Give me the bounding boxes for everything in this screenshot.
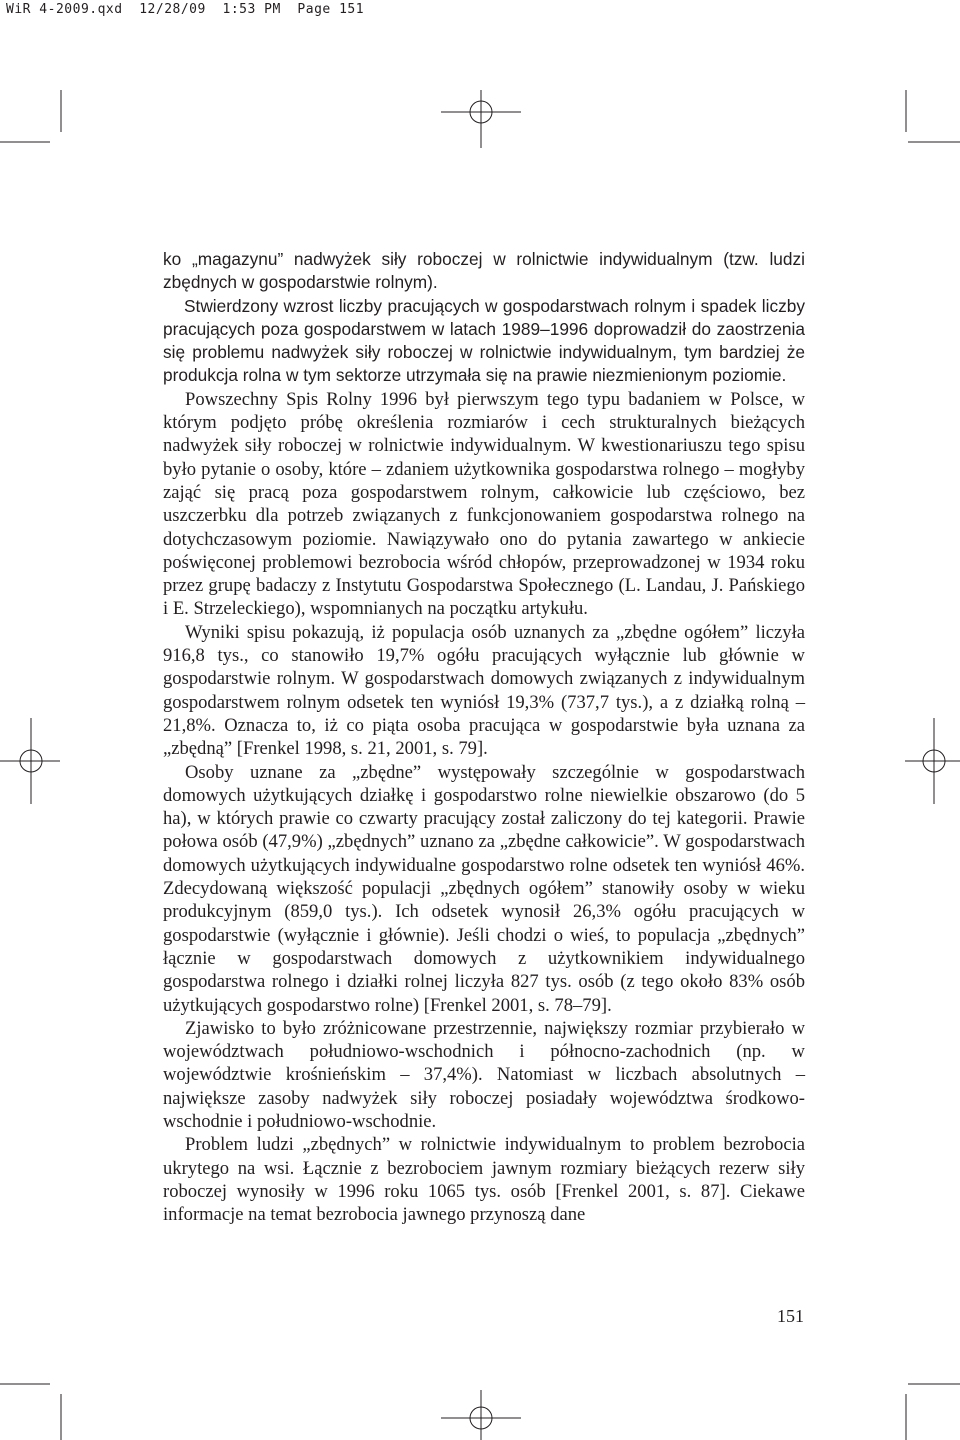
crop-mark-icon — [906, 90, 960, 142]
crop-mark-icon — [906, 1384, 960, 1440]
registration-target-icon — [0, 718, 60, 804]
paragraph: ko „magazynu” nadwyżek siły roboczej w rolnictwie indywidualnym (tzw. ludzi zbędnych w gospodarstwie rolnym). — [163, 249, 805, 293]
registration-target-icon — [441, 1390, 521, 1440]
page-number: 151 — [777, 1306, 804, 1326]
paragraph: Zjawisko to było zróżnicowane przestrzennie, największy rozmiar przybierało w województwach południowo-wschodnich i północno-zachodnich (np. w województwie krośnieńskim – 37,4%). Natomiast w liczbach absolutnych – największe zasoby nadwyżek siły roboczej posiadały województwa środkowo-wschodnie i południowo-wschodnie. — [163, 1017, 805, 1132]
paragraph: Powszechny Spis Rolny 1996 był pierwszym tego typu badaniem w Polsce, w którym podjęto próbę określenia rozmiarów i cech strukturalnych bieżących nadwyżek siły roboczej w rolnictwie indywidualnym. W kwestionariuszu tego spisu było pytanie o osoby, które – zdaniem użytkownika gospodarstwa rolnego – mogłyby zająć się pracą poza gospodarstwem rolnym, całkowicie lub częściowo, bez uszczerbku dla potrzeb związanych z funkcjonowaniem gospodarstwa rolnego na dotychczasowym poziomie. Nawiązywało ono do pytania zawartego w ankiecie poświęconej problemowi bezrobocia wśród chłopów, przeprowadzonej w 1934 roku przez grupę badaczy z Instytutu Gospodarstwa Społecznego (L. Landau, J. Pańskiego i E. Strzeleckiego), wspomnianych na początku artykułu. — [163, 388, 805, 620]
registration-target-icon — [441, 90, 521, 148]
paragraph: Problem ludzi „zbędnych” w rolnictwie indywidualnym to problem bezrobocia ukrytego na wsi. Łącznie z bezrobociem jawnym rozmiary bieżących rezerw siły roboczej wynosiły w 1996 roku 1065 tys. osób [Frenkel 2001, s. 87]. Ciekawe informacje na temat bezrobocia jawnego przynoszą dane — [163, 1134, 805, 1226]
article-body — [163, 248, 805, 1226]
registration-target-icon — [905, 718, 960, 804]
paragraph: Wyniki spisu pokazują, iż populacja osób uznanych za „zbędne ogółem” liczyła 916,8 tys., co stanowiło 19,7% ogółu pracujących wyłącznie lub głównie w gospodarstwie rolnym. W gospodarstwach domowych związanych z indywidualnym gospodarstwem rolnym odsetek ten wyniósł 19,3% (737,7 tys.), a z działką rolną – 21,8%. Oznacza to, iż co piąta osoba pracująca w gospodarstwie była uznana za „zbędną” [Frenkel 1998, s. 21, 2001, s. 79]. — [163, 621, 805, 760]
crop-mark-icon — [0, 90, 61, 142]
crop-mark-icon — [0, 1384, 61, 1440]
paragraph: Osoby uznane za „zbędne” występowały szczególnie w gospodarstwach domowych użytkujących działkę i gospodarstwo rolne niewielkie obszarowo (do 5 ha), w których prawie co czwarty pracujący został zaliczony do tej kategorii. Prawie połowa osób (47,9%) „zbędnych” uznano za „zbędne całkowicie”. W gospodarstwach domowych użytkujących indywidualne gospodarstwo rolne odsetek ten wyniósł 46%. Zdecydowaną większość populacji „zbędnych ogółem” stanowiły osoby w wieku produkcyjnym (859,0 tys.). Ich odsetek wynosił 26,3% ogółu pracujących w gospodarstwie (wyłącznie i głównie). Jeśli chodzi o wieś, to populacja „zbędnych” łącznie w gospodarstwach domowych z użytkownikiem indywidualnego gospodarstwa rolnego i działki rolnej liczyła 827 tys. osób (z tego około 83% osób użytkujących gospodarstwo rolne) [Frenkel 2001, s. 78–79]. — [163, 761, 805, 1016]
file-slug: WiR 4-2009.qxd 12/28/09 1:53 PM Page 151 — [6, 2, 365, 17]
paragraph: Stwierdzony wzrost liczby pracujących w gospodarstwach rolnym i spadek liczby pracujących poza gospodarstwem w latach 1989–1996 doprowadził do zaostrzenia się problemu nadwyżek siły roboczej w rolnictwie indywidualnym, tym bardziej że produkcja rolna w tym sektorze utrzymała się na prawie niezmienionym poziomie. — [163, 295, 805, 386]
